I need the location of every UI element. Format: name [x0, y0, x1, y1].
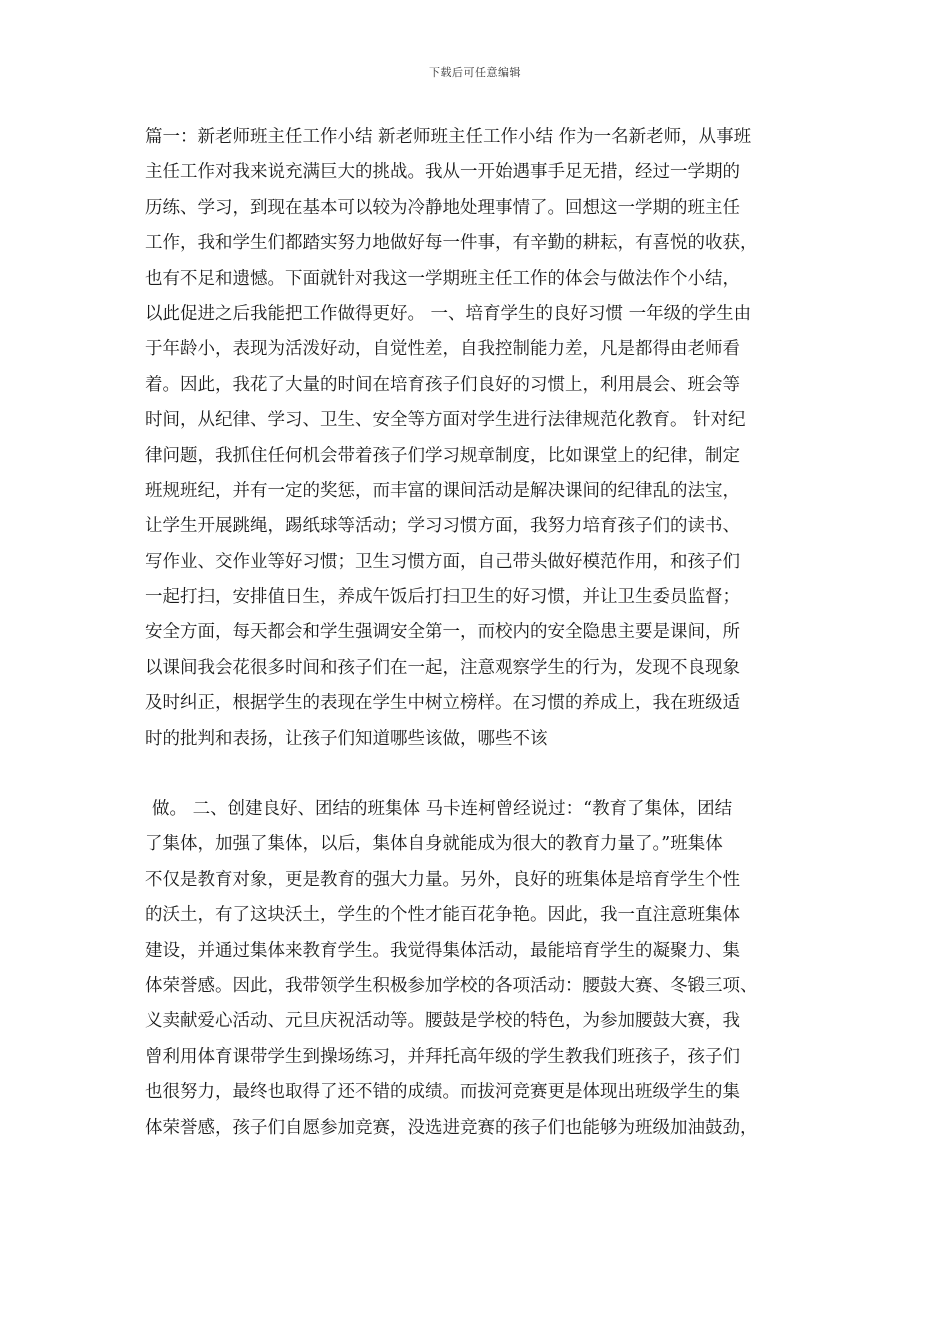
text-line: 体荣誉感，孩子们自愿参加竞赛，没选进竞赛的孩子们也能够为班级加油鼓劲，	[145, 1117, 758, 1138]
text-line: 建设，并通过集体来教育学生。我觉得集体活动，最能培育学生的凝聚力、集	[145, 940, 740, 961]
text-line: 也有不足和遗憾。下面就针对我这一学期班主任工作的体会与做法作个小结，	[145, 268, 740, 289]
text-line: 做。 二、创建良好、团结的班集体 马卡连柯曾经说过：“教育了集体，团结	[152, 799, 733, 819]
text-line: 也很努力，最终也取得了还不错的成绩。而拔河竞赛更是体现出班级学生的集	[145, 1082, 740, 1103]
text-line: 一起打扫，安排值日生，养成午饭后打扫卫生的好习惯，并让卫生委员监督；	[145, 587, 740, 608]
page-header: 下载后可任意编辑	[429, 66, 521, 79]
text-line: 篇一：新老师班主任工作小结 新老师班主任工作小结 作为一名新老师，从事班	[145, 127, 752, 147]
text-line: 历练、学习，到现在基本可以较为冷静地处理事情了。回想这一学期的班主任	[145, 197, 740, 218]
text-line: 时的批判和表扬，让孩子们知道哪些该做，哪些不该	[145, 728, 548, 749]
text-line: 着。因此，我花了大量的时间在培育孩子们良好的习惯上，利用晨会、班会等	[145, 374, 740, 395]
text-line: 写作业、交作业等好习惯；卫生习惯方面，自己带头做好模范作用，和孩子们	[145, 551, 740, 572]
text-line: 于年龄小，表现为活泼好动，自觉性差，自我控制能力差，凡是都得由老师看	[145, 339, 740, 360]
text-line: 体荣誉感。因此，我带领学生积极参加学校的各项活动：腰鼓大赛、冬锻三项、	[145, 975, 758, 996]
text-line: 义卖献爱心活动、元旦庆祝活动等。腰鼓是学校的特色，为参加腰鼓大赛，我	[145, 1011, 740, 1032]
text-line: 以此促进之后我能把工作做得更好。 一、培育学生的良好习惯 一年级的学生由	[145, 303, 752, 324]
text-line: 主任工作对我来说充满巨大的挑战。我从一开始遇事手足无措，经过一学期的	[145, 162, 740, 183]
text-line: 工作，我和学生们都踏实努力地做好每一件事，有辛勤的耕耘，有喜悦的收获，	[145, 233, 758, 254]
text-line: 曾利用体育课带学生到操场练习，并拜托高年级的学生教我们班孩子，孩子们	[145, 1046, 740, 1067]
text-line: 时间，从纪律、学习、卫生、安全等方面对学生进行法律规范化教育。 针对纪	[145, 410, 746, 431]
body-paragraph-2	[145, 792, 815, 1146]
body-paragraph-1	[145, 120, 815, 757]
text-line: 班规班纪，并有一定的奖惩，而丰富的课间活动是解决课间的纪律乱的法宝，	[145, 480, 740, 501]
text-line: 及时纠正，根据学生的表现在学生中树立榜样。在习惯的养成上，我在班级适	[145, 693, 740, 714]
text-line: 让学生开展跳绳，踢纸球等活动；学习习惯方面，我努力培育孩子们的读书、	[145, 516, 740, 537]
text-line: 安全方面，每天都会和学生强调安全第一，而校内的安全隐患主要是课间，所	[145, 622, 740, 643]
text-line: 不仅是教育对象，更是教育的强大力量。另外，良好的班集体是培育学生个性	[145, 869, 740, 890]
text-line: 了集体，加强了集体，以后，集体自身就能成为很大的教育力量了。”班集体	[145, 834, 723, 855]
text-line: 的沃土，有了这块沃土，学生的个性才能百花争艳。因此，我一直注意班集体	[145, 905, 740, 926]
text-line: 律问题，我抓住任何机会带着孩子们学习规章制度，比如课堂上的纪律，制定	[145, 445, 740, 466]
text-line: 以课间我会花很多时间和孩子们在一起，注意观察学生的行为，发现不良现象	[145, 657, 740, 678]
